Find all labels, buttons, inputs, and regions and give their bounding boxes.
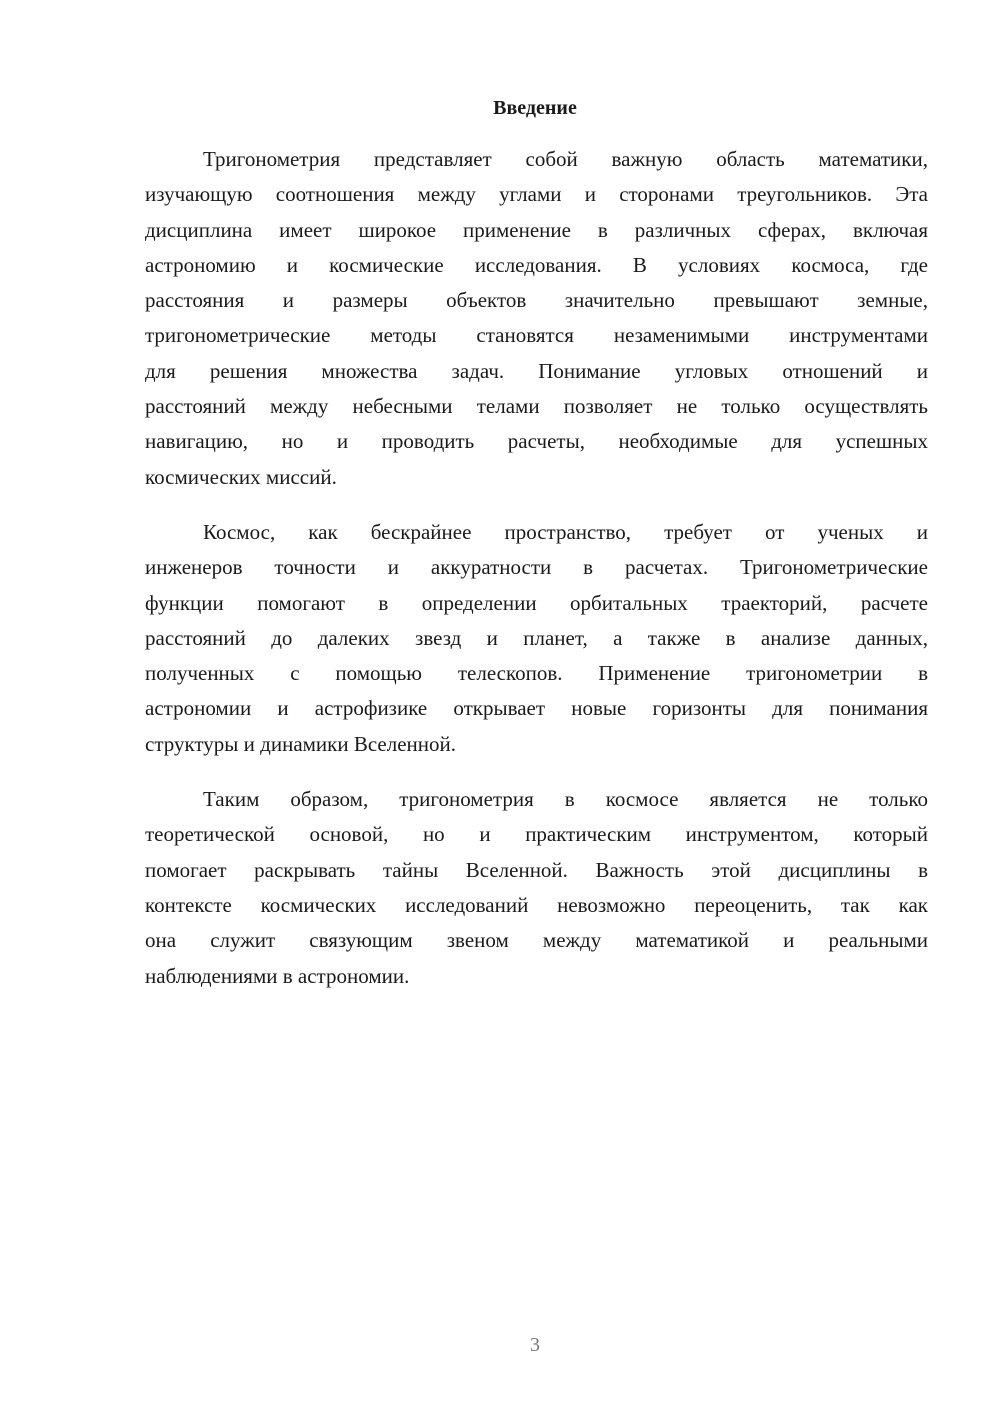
paragraph [145, 782, 928, 994]
text-line: Тригонометрия представляет собой важную область математики, [203, 147, 928, 171]
text-line: для решения множества задач. Понимание угловых отношений и [145, 358, 928, 383]
text-line: инженеров точности и аккуратности в расчетах. Тригонометрические [145, 555, 928, 580]
text-line: она служит связующим звеном между математикой и реальными [145, 928, 928, 953]
text-line: наблюдениями в астрономии. [145, 963, 410, 988]
text-line: Таким образом, тригонометрия в космосе является не только [203, 787, 928, 812]
paragraph [145, 515, 928, 762]
text-line: расстояния и размеры объектов значительно превышают земные, [145, 288, 928, 313]
text-line: расстояний между небесными телами позволяет не только осуществлять [145, 394, 928, 419]
page-title: Введение [493, 97, 577, 119]
text-line: дисциплина имеет широкое применение в различных сферах, включая [145, 217, 928, 242]
page-number: 3 [530, 1334, 540, 1356]
text-line: структуры и динамики Вселенной. [145, 731, 457, 756]
text-line: расстояний до далеких звезд и планет, а также в анализе данных, [145, 625, 928, 650]
text-line: контексте космических исследований невозможно переоценить, так как [145, 892, 928, 917]
text-line: астрономию и космические исследования. В условиях космоса, где [145, 252, 928, 277]
paragraph [145, 142, 928, 495]
text-line: тригонометрические методы становятся незаменимыми инструментами [145, 323, 928, 348]
text-line: астрономии и астрофизике открывает новые горизонты для понимания [145, 696, 928, 721]
text-line: навигацию, но и проводить расчеты, необходимые для успешных [145, 429, 928, 454]
text-line: космических миссий. [145, 464, 337, 489]
text-line: помогает раскрывать тайны Вселенной. Важность этой дисциплины в [145, 857, 928, 882]
text-line: теоретической основой, но и практическим инструментом, который [145, 822, 928, 847]
text-line: Космос, как бескрайнее пространство, требует от ученых и [203, 519, 928, 544]
text-line: функции помогают в определении орбитальных траекторий, расчете [145, 590, 928, 615]
text-line: полученных с помощью телескопов. Применение тригонометрии в [145, 661, 928, 686]
text-line: изучающую соотношения между углами и сторонами треугольников. Эта [145, 182, 928, 207]
document-body [145, 142, 928, 1014]
